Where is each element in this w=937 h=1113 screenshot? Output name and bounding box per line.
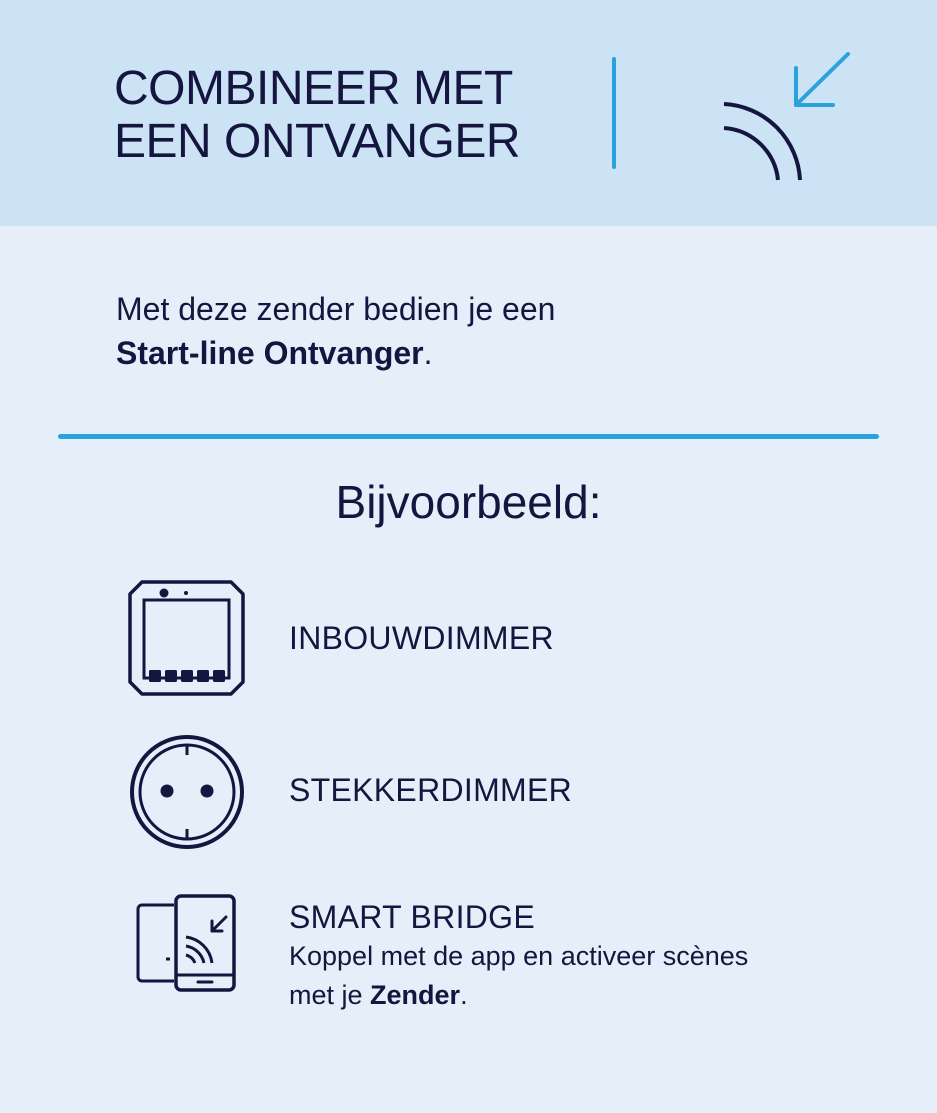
description-line-2 [289, 976, 748, 1015]
built-in-dimmer-icon [128, 580, 245, 696]
intro-product-name: Start-line Ontvanger [116, 335, 424, 371]
signal-receive-icon [716, 48, 856, 186]
intro-line-1: Met deze zender bedien je een [116, 291, 556, 327]
section-divider [58, 434, 879, 439]
examples-heading: Bijvoorbeeld: [335, 476, 602, 528]
header-divider [612, 57, 616, 169]
header-banner [0, 0, 937, 226]
description-suffix: . [460, 980, 468, 1010]
intro-line-2 [116, 331, 555, 375]
intro-text [116, 287, 555, 375]
title-line-2: EEN ONTVANGER [114, 115, 520, 168]
item-label-smart-bridge: SMART BRIDGE [289, 899, 536, 935]
item-label-inbouwdimmer: INBOUWDIMMER [289, 620, 554, 656]
title-line-1: COMBINEER MET [114, 62, 513, 115]
socket-icon [128, 733, 246, 851]
item-label-stekkerdimmer: STEKKERDIMMER [289, 772, 573, 808]
description-line-1: Koppel met de app en activeer scènes [289, 941, 749, 971]
intro-suffix: . [423, 335, 433, 371]
smart-bridge-icon [136, 893, 238, 993]
smart-bridge-description [289, 937, 748, 1015]
description-prefix: met je [289, 980, 363, 1010]
page-title [114, 62, 520, 168]
description-zender: Zender [370, 980, 461, 1010]
